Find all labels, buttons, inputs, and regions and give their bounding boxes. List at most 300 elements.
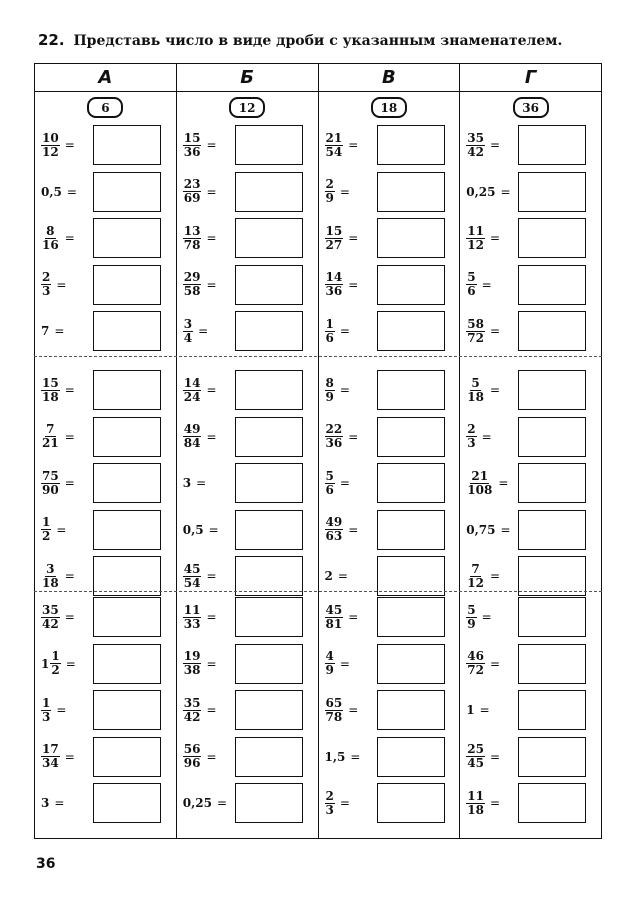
fraction: [183, 318, 193, 345]
numerator: 5: [467, 602, 476, 617]
number-value: 0,5: [182, 522, 204, 537]
numerator: 1: [51, 649, 60, 663]
answer-box[interactable]: [235, 510, 303, 550]
exercise-item: [325, 370, 453, 410]
answer-box[interactable]: [518, 370, 586, 410]
equals-sign: =: [206, 610, 217, 624]
equals-sign: =: [489, 749, 501, 764]
numerator: 17: [42, 742, 59, 756]
fraction: [41, 225, 60, 252]
numerator: 2: [325, 788, 334, 803]
denominator: 78: [325, 709, 343, 724]
number-expression: [466, 185, 516, 199]
answer-box[interactable]: [235, 172, 303, 212]
equals-sign: =: [348, 138, 359, 152]
exercise-item: [466, 690, 594, 730]
denominator: 6: [467, 284, 476, 298]
answer-box[interactable]: [377, 737, 445, 777]
exercise-item: [41, 783, 169, 823]
answer-box[interactable]: [518, 597, 586, 637]
fraction: [466, 563, 485, 590]
task-text: Представь число в виде дроби с указанным знаменателем.: [73, 33, 563, 49]
numerator: 45: [183, 561, 201, 576]
answer-box[interactable]: [93, 417, 161, 457]
fraction: [466, 423, 476, 450]
answer-box[interactable]: [518, 783, 586, 823]
equals-sign: =: [64, 383, 75, 397]
numerator: 29: [183, 270, 201, 284]
fraction: [325, 697, 344, 724]
numerator: 13: [183, 223, 201, 238]
equals-sign: =: [489, 656, 501, 671]
equals-sign: =: [206, 138, 217, 152]
answer-box[interactable]: [518, 644, 586, 684]
equals-sign: =: [489, 796, 501, 810]
exercise-item: [325, 172, 453, 212]
number-expression: [466, 650, 516, 677]
numerator: 2: [42, 270, 51, 284]
answer-box[interactable]: [377, 644, 445, 684]
exercise-item: [466, 510, 594, 550]
answer-box[interactable]: [93, 690, 161, 730]
answer-box[interactable]: [93, 370, 161, 410]
number-value: 3: [41, 796, 50, 810]
answer-box[interactable]: [235, 644, 303, 684]
denominator: 96: [183, 756, 201, 770]
answer-box[interactable]: [518, 737, 586, 777]
exercise-item: [325, 218, 453, 258]
number-expression: [325, 470, 375, 497]
answer-box[interactable]: [93, 737, 161, 777]
answer-box[interactable]: [235, 597, 303, 637]
denominator: 90: [42, 482, 59, 497]
number-expression: [325, 318, 375, 345]
fraction: [466, 650, 485, 677]
numerator: 15: [42, 375, 59, 390]
answer-box[interactable]: [377, 311, 445, 351]
answer-box[interactable]: [235, 737, 303, 777]
numerator: 45: [325, 602, 343, 617]
exercise-item: [183, 510, 311, 550]
numerator: 35: [183, 695, 201, 710]
answer-box[interactable]: [93, 510, 161, 550]
fraction: [466, 743, 485, 770]
number-expression: [466, 563, 516, 590]
exercise-item: [466, 644, 594, 684]
exercise-item: [466, 265, 594, 305]
equals-sign: =: [206, 703, 217, 717]
exercise-item: [183, 417, 311, 457]
answer-box[interactable]: [235, 417, 303, 457]
exercise-item: [183, 597, 311, 637]
numerator: 21: [471, 468, 489, 483]
equals-sign: =: [339, 383, 350, 397]
number-expression: [41, 324, 91, 338]
page-number: 36: [36, 856, 56, 872]
equals-sign: =: [348, 703, 359, 717]
fraction: [325, 650, 335, 677]
equals-sign: =: [481, 429, 492, 444]
numerator: 7: [471, 561, 480, 576]
number-expression: [41, 377, 91, 404]
fraction: [41, 271, 51, 298]
denominator: 36: [325, 436, 343, 450]
exercise-item: [466, 417, 594, 457]
answer-box[interactable]: [93, 172, 161, 212]
number-expression: [41, 563, 91, 590]
number-expression: [183, 796, 233, 810]
fraction: [41, 132, 60, 159]
equals-sign: =: [489, 138, 501, 152]
exercise-item: [466, 463, 594, 503]
equals-sign: =: [216, 796, 228, 810]
answer-box[interactable]: [377, 265, 445, 305]
fraction: [41, 743, 60, 770]
answer-box[interactable]: [518, 510, 586, 550]
answer-box[interactable]: [235, 311, 303, 351]
answer-box[interactable]: [93, 265, 161, 305]
equals-sign: =: [348, 429, 359, 444]
equals-sign: =: [481, 610, 492, 624]
equals-sign: =: [339, 796, 350, 810]
answer-box[interactable]: [235, 125, 303, 165]
numerator: 15: [325, 223, 343, 238]
denominator: 54: [325, 144, 343, 159]
numerator: 10: [42, 130, 59, 145]
number-expression: [183, 178, 233, 205]
denominator: 108: [467, 482, 493, 497]
group-separator: [34, 591, 602, 592]
numerator: 65: [325, 695, 343, 710]
numerator: 5: [471, 375, 480, 390]
exercise-item: [41, 265, 169, 305]
exercise-item: [41, 417, 169, 457]
denominator: 4: [183, 330, 193, 345]
exercise-item: [41, 737, 169, 777]
answer-box[interactable]: [518, 311, 586, 351]
equals-sign: =: [56, 522, 67, 537]
fraction: [325, 132, 344, 159]
fraction: [183, 650, 202, 677]
number-expression: [466, 132, 516, 159]
number-expression: [183, 743, 233, 770]
numerator: 35: [467, 130, 484, 145]
number-expression: [183, 318, 233, 345]
number-expression: [466, 225, 516, 252]
exercise-item: [41, 370, 169, 410]
fraction: [183, 423, 202, 450]
exercise-item: [466, 597, 594, 637]
answer-box[interactable]: [377, 417, 445, 457]
numerator: 5: [325, 468, 334, 483]
answer-box[interactable]: [377, 218, 445, 258]
number-value: 3: [182, 476, 192, 490]
equals-sign: =: [65, 656, 76, 671]
answer-box[interactable]: [93, 597, 161, 637]
answer-box[interactable]: [235, 370, 303, 410]
denominator: 3: [42, 709, 51, 724]
numerator: 35: [42, 602, 59, 617]
answer-box[interactable]: [235, 265, 303, 305]
denominator: 69: [183, 191, 201, 205]
exercise-item: [325, 644, 453, 684]
fraction: [325, 470, 335, 497]
number-expression: [325, 423, 375, 450]
fraction: [325, 225, 344, 252]
answer-box[interactable]: [377, 172, 445, 212]
answer-box[interactable]: [93, 644, 161, 684]
denominator: 42: [183, 709, 201, 724]
denominator: 36: [325, 284, 343, 298]
answer-box[interactable]: [377, 556, 445, 596]
fraction: [183, 225, 202, 252]
answer-box[interactable]: [93, 463, 161, 503]
answer-box[interactable]: [235, 690, 303, 730]
equals-sign: =: [348, 277, 359, 292]
number-expression: [41, 185, 91, 199]
exercise-item: [183, 370, 311, 410]
exercise-item: [183, 125, 311, 165]
exercise-item: [466, 783, 594, 823]
exercise-item: [325, 783, 453, 823]
answer-box[interactable]: [518, 265, 586, 305]
exercise-item: [183, 783, 311, 823]
denominator-badge: 18: [371, 97, 407, 118]
denominator: 18: [467, 389, 484, 404]
answer-box[interactable]: [93, 125, 161, 165]
column-3: [319, 64, 461, 838]
number-value: 0,25: [466, 184, 496, 199]
answer-box[interactable]: [518, 125, 586, 165]
fraction: [183, 604, 202, 631]
mixed-number: [41, 650, 61, 677]
denominator-badge: 12: [229, 97, 265, 118]
fraction: [325, 178, 335, 205]
denominator: 58: [183, 284, 201, 298]
numerator: 23: [183, 177, 201, 191]
numerator: 22: [325, 422, 343, 436]
equals-sign: =: [206, 383, 217, 397]
fraction: [183, 178, 202, 205]
number-expression: [325, 790, 375, 817]
fraction: [325, 318, 335, 345]
denominator: 72: [467, 663, 484, 677]
denominator: 6: [325, 330, 334, 345]
equals-sign: =: [206, 429, 217, 444]
numerator: 7: [46, 422, 55, 436]
number-expression: [325, 178, 375, 205]
number-value: 7: [41, 324, 50, 338]
answer-box[interactable]: [518, 463, 586, 503]
answer-box[interactable]: [518, 556, 586, 596]
numerator: 2: [467, 422, 476, 436]
fraction: [325, 790, 335, 817]
answer-box[interactable]: [518, 417, 586, 457]
fraction: [466, 132, 485, 159]
column-2: [177, 64, 319, 838]
answer-box[interactable]: [377, 597, 445, 637]
exercise-item: [466, 125, 594, 165]
number-expression: [466, 423, 516, 450]
number-expression: [466, 790, 516, 817]
column-header: А: [35, 64, 176, 92]
answer-box[interactable]: [377, 783, 445, 823]
column-1: [35, 64, 177, 838]
number-expression: [466, 523, 516, 537]
number-expression: [183, 604, 233, 631]
answer-box[interactable]: [235, 556, 303, 596]
number-expression: [183, 132, 233, 159]
number-expression: [325, 750, 375, 764]
exercise-item: [466, 311, 594, 351]
denominator: 6: [325, 482, 334, 497]
fraction: [325, 516, 344, 543]
fraction: [183, 743, 202, 770]
number-expression: [41, 423, 91, 450]
fraction: [466, 604, 476, 631]
equals-sign: =: [348, 231, 359, 245]
number-expression: [183, 476, 233, 490]
equals-sign: =: [198, 324, 209, 338]
fraction: [183, 377, 202, 404]
numerator: 15: [183, 130, 201, 145]
answer-box[interactable]: [377, 463, 445, 503]
answer-box[interactable]: [93, 783, 161, 823]
fraction: [325, 604, 344, 631]
number-expression: [41, 604, 91, 631]
equals-sign: =: [206, 184, 217, 199]
equals-sign: =: [479, 703, 490, 717]
exercise-item: [183, 644, 311, 684]
numerator: 14: [325, 270, 343, 284]
number-expression: [325, 604, 375, 631]
exercise-item: [325, 463, 453, 503]
equals-sign: =: [500, 184, 511, 199]
number-expression: [325, 377, 375, 404]
number-expression: [466, 703, 516, 717]
equals-sign: =: [64, 749, 75, 764]
number-expression: [41, 743, 91, 770]
number-expression: [325, 132, 375, 159]
numerator: 2: [325, 177, 334, 191]
answer-box[interactable]: [518, 690, 586, 730]
exercise-item: [41, 125, 169, 165]
numerator: 1: [42, 515, 51, 529]
numerator: 19: [183, 649, 201, 663]
denominator: 21: [42, 436, 59, 450]
column-4: [460, 64, 601, 838]
numerator: 5: [467, 270, 476, 284]
exercise-item: [325, 556, 453, 596]
column-header: Б: [177, 64, 318, 92]
fraction: [41, 470, 60, 497]
whole-part: 1: [41, 656, 50, 671]
answer-box[interactable]: [235, 218, 303, 258]
task-number: 22.: [38, 31, 65, 49]
exercise-item: [41, 510, 169, 550]
denominator: 42: [467, 144, 484, 159]
exercise-item: [183, 311, 311, 351]
numerator: 49: [325, 515, 343, 529]
denominator: 18: [467, 802, 484, 817]
answer-box[interactable]: [518, 218, 586, 258]
denominator: 36: [183, 144, 201, 159]
exercise-item: [183, 172, 311, 212]
equals-sign: =: [339, 324, 350, 338]
answer-box[interactable]: [518, 172, 586, 212]
equals-sign: =: [339, 656, 350, 671]
numerator: 46: [467, 649, 484, 663]
number-expression: [183, 523, 233, 537]
equals-sign: =: [206, 569, 217, 583]
exercise-item: [183, 737, 311, 777]
number-expression: [466, 271, 516, 298]
answer-box[interactable]: [93, 556, 161, 596]
exercise-item: [325, 737, 453, 777]
numerator: 4: [325, 649, 334, 663]
numerator: 3: [183, 316, 193, 331]
equals-sign: =: [206, 277, 217, 292]
answer-box[interactable]: [93, 218, 161, 258]
exercise-item: [325, 690, 453, 730]
answer-box[interactable]: [377, 690, 445, 730]
equals-sign: =: [500, 522, 511, 537]
number-expression: [41, 132, 91, 159]
number-expression: [41, 470, 91, 497]
numerator: 14: [183, 375, 201, 390]
answer-box[interactable]: [235, 463, 303, 503]
equals-sign: =: [56, 703, 67, 717]
numerator: 49: [183, 422, 201, 436]
equals-sign: =: [206, 749, 217, 764]
number-expression: [466, 743, 516, 770]
number-expression: [466, 470, 516, 497]
number-expression: [325, 569, 375, 583]
exercise-item: [325, 311, 453, 351]
answer-box[interactable]: [235, 783, 303, 823]
numerator: 8: [325, 375, 334, 390]
denominator: 12: [42, 144, 59, 159]
equals-sign: =: [64, 569, 75, 583]
number-expression: [183, 225, 233, 252]
fraction: [466, 790, 485, 817]
exercise-item: [325, 417, 453, 457]
numerator: 25: [467, 742, 484, 756]
denominator: 72: [467, 330, 484, 345]
exercise-item: [183, 556, 311, 596]
exercise-item: [41, 172, 169, 212]
answer-box[interactable]: [377, 510, 445, 550]
denominator: 12: [467, 575, 484, 590]
number-expression: [183, 377, 233, 404]
fraction: [183, 563, 202, 590]
fraction: [183, 271, 202, 298]
answer-box[interactable]: [377, 125, 445, 165]
fraction: [466, 271, 476, 298]
exercise-item: [466, 218, 594, 258]
exercise-item: [183, 463, 311, 503]
equals-sign: =: [489, 324, 501, 338]
fraction: [50, 650, 60, 677]
fraction: [41, 516, 51, 543]
task-title: [38, 31, 562, 49]
answer-box[interactable]: [377, 370, 445, 410]
exercise-item: [41, 597, 169, 637]
equals-sign: =: [206, 231, 217, 245]
equals-sign: =: [206, 656, 217, 671]
fraction: [325, 423, 344, 450]
answer-box[interactable]: [93, 311, 161, 351]
